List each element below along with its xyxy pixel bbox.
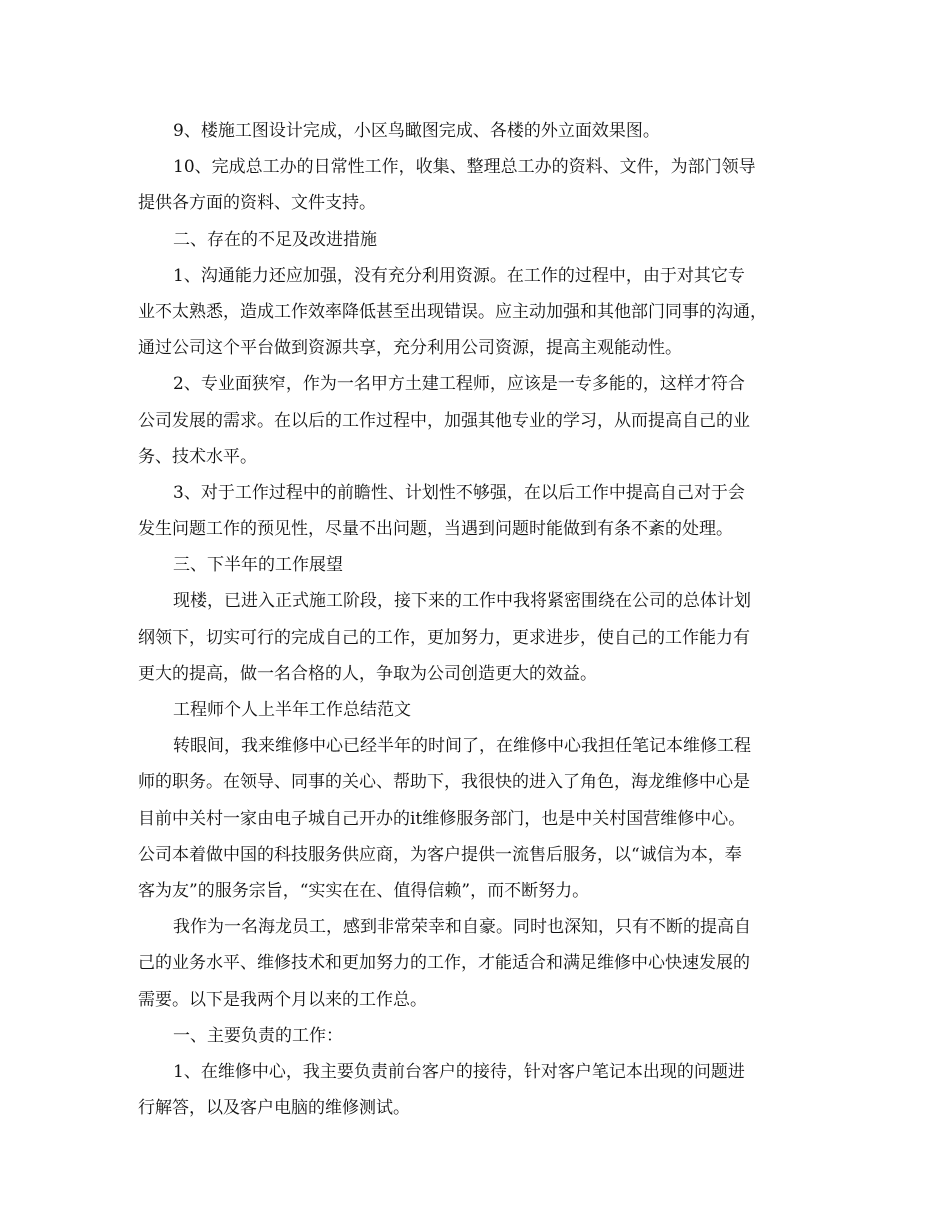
text-line: 公司本着做中国的科技服务供应商，为客户提供一流售后服务，以“诚信为本，奉 xyxy=(138,844,742,865)
text-line: 客为友”的服务宗旨，“实实在在、值得信赖”，而不断努力。 xyxy=(138,880,590,901)
text-line: 3、对于工作过程中的前瞻性、计划性不够强，在以后工作中提高自己对于会 xyxy=(173,482,745,503)
text-line: 行解答，以及客户电脑的维修测试。 xyxy=(138,1098,410,1119)
text-line: 己的业务水平、维修技术和更加努力的工作，才能适合和满足维修中心快速发展的 xyxy=(138,953,750,974)
text-line: 目前中关村一家由电子城自己开办的it维修服务部门，也是中关村国营维修中心。 xyxy=(138,808,746,829)
text-line: 9、楼施工图设计完成，小区鸟瞰图完成、各楼的外立面效果图。 xyxy=(173,121,660,141)
text-line: 提供各方面的资料、文件支持。 xyxy=(138,193,376,214)
text-line: 转眼间，我来维修中心已经半年的时间了，在维修中心我担任笔记本维修工程 xyxy=(173,736,751,757)
section-heading: 三、下半年的工作展望 xyxy=(173,555,343,576)
text-line: 1、在维修中心，我主要负责前台客户的接待，针对客户笔记本出现的问题进 xyxy=(173,1061,745,1082)
text-line: 公司发展的需求。在以后的工作过程中，加强其他专业的学习，从而提高自己的业 xyxy=(138,410,750,431)
section-heading: 二、存在的不足及改进措施 xyxy=(173,229,377,250)
text-line: 师的职务。在领导、同事的关心、帮助下，我很快的进入了角色，海龙维修中心是 xyxy=(138,772,750,793)
text-line: 10、完成总工办的日常性工作，收集、整理总工办的资料、文件，为部门领导 xyxy=(173,157,756,178)
text-line: 我作为一名海龙员工，感到非常荣幸和自豪。同时也深知，只有不断的提高自 xyxy=(173,917,751,938)
text-line: 现楼，已进入正式施工阶段，接下来的工作中我将紧密围绕在公司的总体计划 xyxy=(173,591,751,612)
text-line: 发生问题工作的预见性，尽量不出问题，当遇到问题时能做到有条不紊的处理。 xyxy=(138,519,733,540)
text-line: 需要。以下是我两个月以来的工作总。 xyxy=(138,989,427,1010)
text-line: 务、技术水平。 xyxy=(138,446,257,467)
text-line: 通过公司这个平台做到资源共享，充分利用公司资源，提高主观能动性。 xyxy=(138,338,682,359)
section-heading: 一、主要负责的工作： xyxy=(173,1025,343,1046)
text-line: 业不太熟悉，造成工作效率降低甚至出现错误。应主动加强和其他部门同事的沟通， xyxy=(138,301,767,322)
text-line: 1、沟通能力还应加强，没有充分利用资源。在工作的过程中，由于对其它专 xyxy=(173,265,745,286)
document-body xyxy=(138,113,814,1126)
document-title: 工程师个人上半年工作总结范文 xyxy=(173,700,411,720)
text-line: 2、专业面狭窄，作为一名甲方土建工程师，应该是一专多能的，这样才符合 xyxy=(173,374,745,395)
text-line: 纲领下，切实可行的完成自己的工作，更加努力，更求进步，使自己的工作能力有 xyxy=(138,627,750,648)
text-line: 更大的提高，做一名合格的人，争取为公司创造更大的效益。 xyxy=(138,663,597,684)
